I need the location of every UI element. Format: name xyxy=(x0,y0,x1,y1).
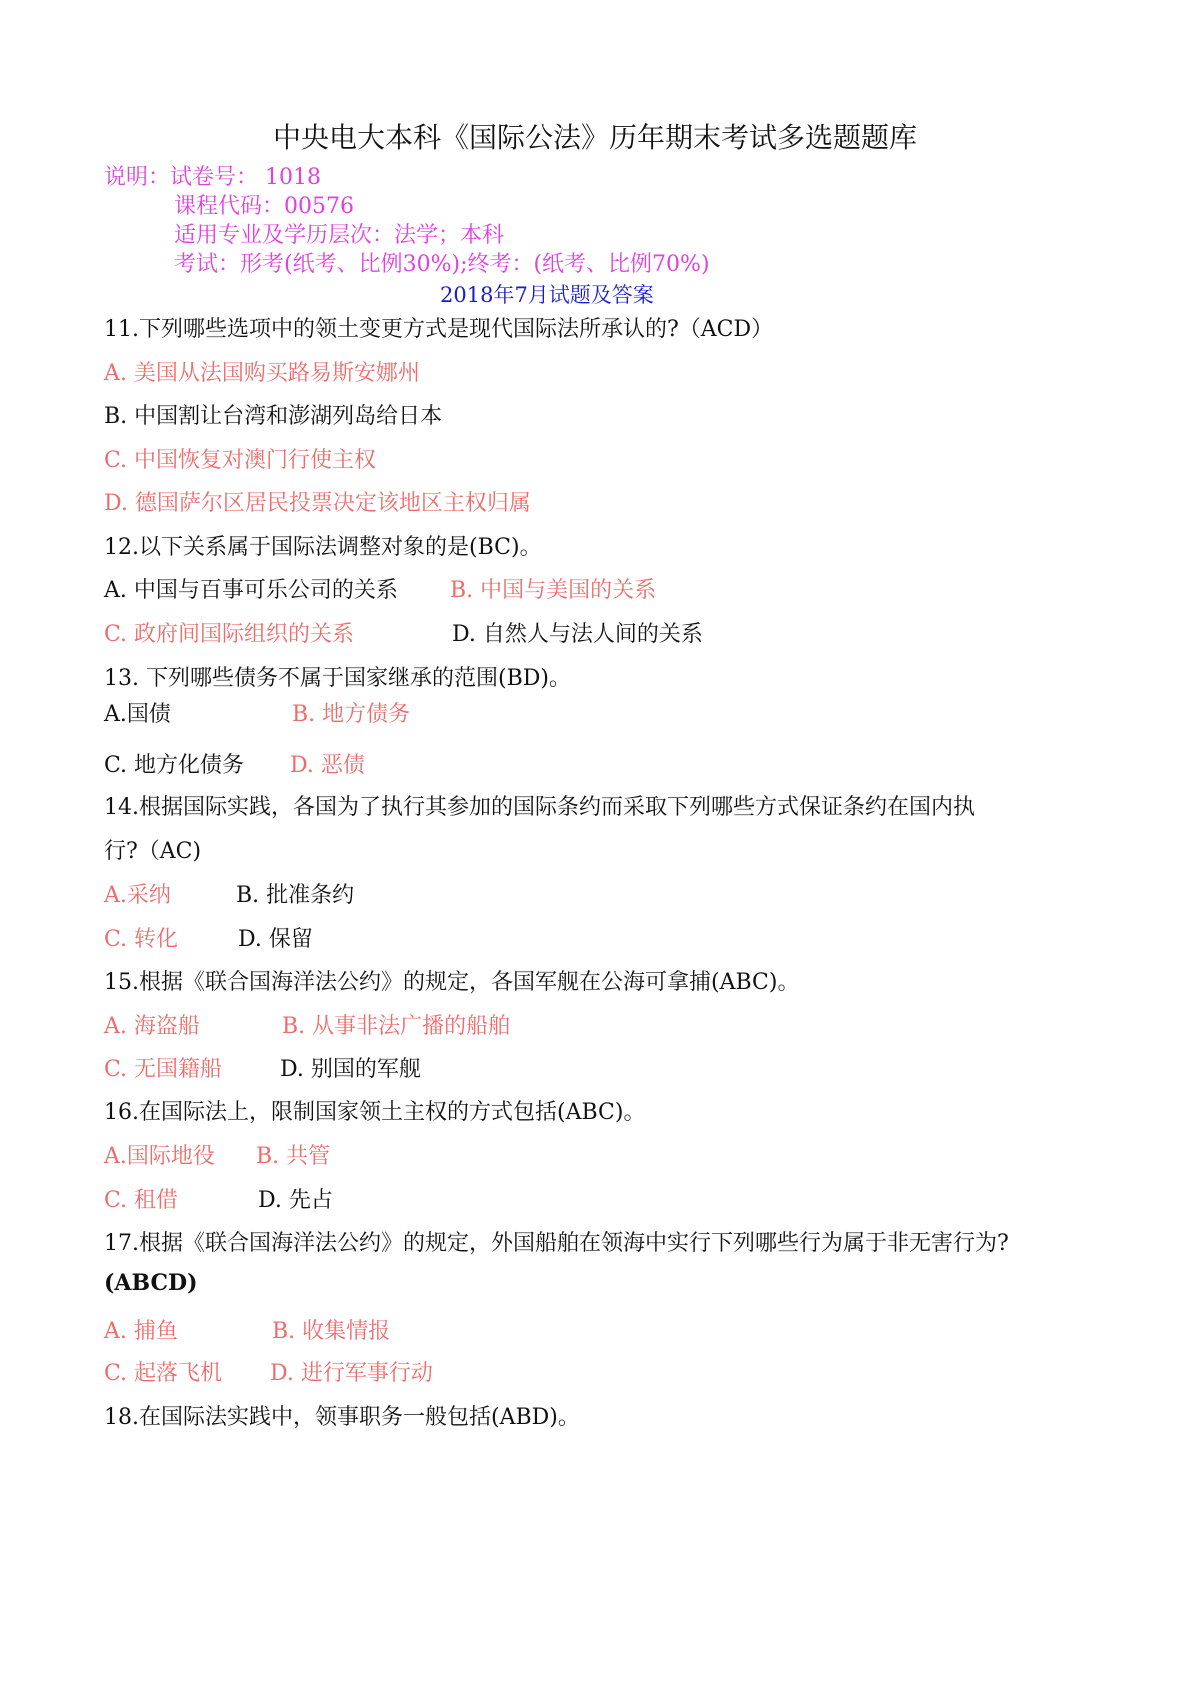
option-c: C. 无国籍船 xyxy=(104,1057,223,1082)
option-d: D. 别国的军舰 xyxy=(280,1057,421,1082)
option-d: D. 进行军事行动 xyxy=(270,1361,433,1386)
question-stem: 16.在国际法上，限制国家领土主权的方式包括(ABC)。 xyxy=(104,1100,646,1125)
notes-label: 说明： xyxy=(104,165,171,190)
question-stem: 11.下列哪些选项中的领土变更方式是现代国际法所承认的?（ACD） xyxy=(104,317,774,342)
option-a: A. 中国与百事可乐公司的关系 xyxy=(104,578,398,603)
option-a: A. 海盗船 xyxy=(104,1014,200,1039)
option-d: D. 保留 xyxy=(238,927,313,952)
question-stem-continued: (ABCD) xyxy=(104,1270,198,1296)
option-b: B. 从事非法广播的船舶 xyxy=(282,1014,511,1039)
major-level: 适用专业及学历层次：法学；本科 xyxy=(174,223,505,248)
option-c: C. 起落飞机 xyxy=(104,1361,223,1386)
option-a: A.国际地役 xyxy=(104,1144,215,1169)
option-d: D. 先占 xyxy=(258,1188,333,1213)
question-stem: 18.在国际法实践中，领事职务一般包括(ABD)。 xyxy=(104,1405,580,1430)
option-d: D. 恶债 xyxy=(290,753,365,778)
option-b: B. 中国与美国的关系 xyxy=(450,578,657,603)
option-d: D. 德国萨尔区居民投票决定该地区主权归属 xyxy=(104,491,531,516)
option-a: A. 美国从法国购买路易斯安娜州 xyxy=(104,361,420,386)
exam-format: 考试：形考(纸考、比例30%);终考：(纸考、比例70%) xyxy=(174,252,710,277)
option-d: D. 自然人与法人间的关系 xyxy=(452,622,703,647)
option-a: A. 捕鱼 xyxy=(104,1319,178,1344)
option-c: C. 转化 xyxy=(104,927,179,952)
question-stem: 14.根据国际实践，各国为了执行其参加的国际条约而采取下列哪些方式保证条约在国内执 xyxy=(104,795,975,820)
course-code: 课程代码：00576 xyxy=(174,194,354,219)
option-a: A.国债 xyxy=(104,702,171,727)
option-c: C. 政府间国际组织的关系 xyxy=(104,622,355,647)
section-title: 2018年7月试题及答案 xyxy=(440,283,654,307)
question-stem: 17.根据《联合国海洋法公约》的规定，外国船舶在领海中实行下列哪些行为属于非无害行为? xyxy=(104,1231,1009,1256)
option-b: B. 收集情报 xyxy=(272,1319,391,1344)
question-stem: 15.根据《联合国海洋法公约》的规定，各国军舰在公海可拿捕(ABC)。 xyxy=(104,970,800,995)
option-b: B. 批准条约 xyxy=(236,883,355,908)
question-stem: 12.以下关系属于国际法调整对象的是(BC)。 xyxy=(104,535,542,560)
question-stem-continued: 行?（AC) xyxy=(104,839,202,864)
option-c: C. 租借 xyxy=(104,1188,179,1213)
document-title: 中央电大本科《国际公法》历年期末考试多选题题库 xyxy=(272,121,917,154)
option-b: B. 地方债务 xyxy=(292,702,411,727)
option-c: C. 中国恢复对澳门行使主权 xyxy=(104,448,377,473)
question-stem: 13. 下列哪些债务不属于国家继承的范围(BD)。 xyxy=(104,666,571,691)
option-c: C. 地方化债务 xyxy=(104,753,245,778)
option-b: B. 中国割让台湾和澎湖列岛给日本 xyxy=(104,404,443,429)
option-a: A.采纳 xyxy=(104,883,171,908)
paper-number: 试卷号： 1018 xyxy=(170,165,321,190)
option-b: B. 共管 xyxy=(256,1144,331,1169)
